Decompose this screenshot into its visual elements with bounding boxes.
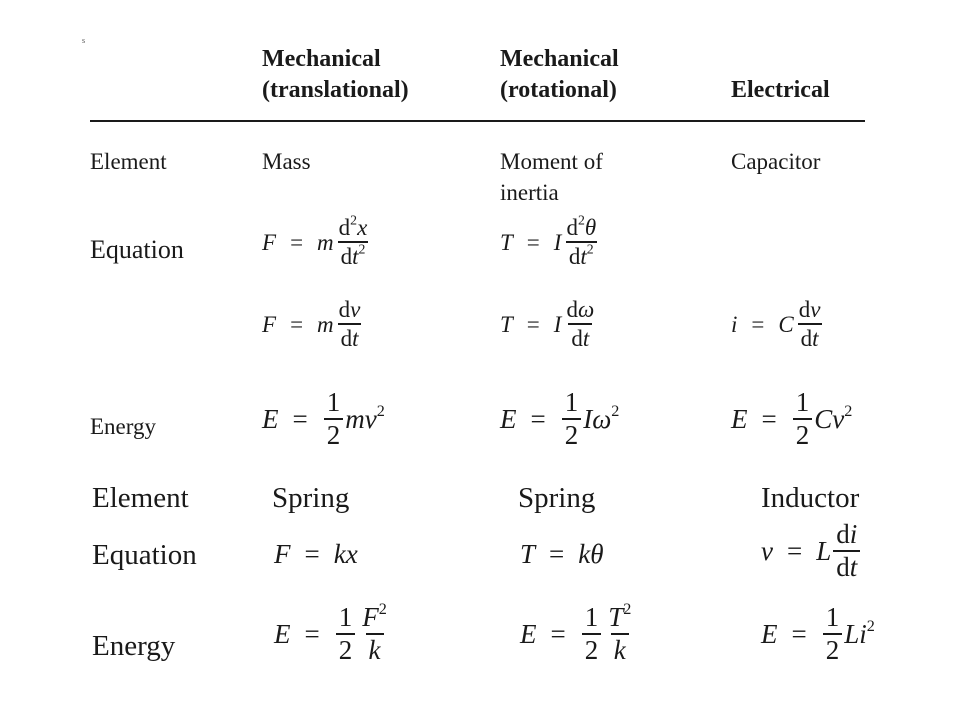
- page-mark: s: [82, 36, 86, 45]
- header-translational: [262, 44, 409, 106]
- equation-force-mass-second-derivative: F = m $\frac{d^2x}{dt^2}$: [262, 212, 368, 269]
- element-spring-rotational: Spring: [518, 482, 596, 514]
- header-rotational: [500, 44, 619, 106]
- label-energy: Energy: [90, 414, 157, 439]
- label-equation: Equation: [90, 235, 184, 264]
- equation-force-mass-velocity: F = m $\frac{dv}{dt}$: [262, 297, 361, 351]
- element-moment-of-inertia-line1: Moment of: [500, 149, 603, 174]
- equation-current-capacitor: i = C $\frac{dv}{dt}$: [731, 297, 821, 351]
- energy-inductor: E = $\frac{1}{2}$ Li$^2$: [761, 602, 875, 665]
- element-spring-translational: Spring: [272, 482, 350, 514]
- element-mass: Mass: [262, 149, 311, 174]
- element-moment-of-inertia-line2: inertia: [500, 180, 559, 205]
- header-rule: [90, 120, 865, 122]
- label-element: Element: [90, 149, 167, 174]
- energy-capacitor: E = $\frac{1}{2}$ Cv$^2$: [731, 387, 853, 450]
- equation-spring-torque: T = kθ: [520, 539, 604, 569]
- equation-inductor-voltage: v = L $\frac{di}{dt}$: [761, 521, 862, 581]
- equation-torque-inertia-angular: T = I $\frac{d\omega}{dt}$: [500, 297, 595, 351]
- label-element-2: Element: [92, 482, 189, 514]
- header-rotational-line1: Mechanical: [500, 46, 619, 72]
- energy-mass: E = $\frac{1}{2}$ $mv^2$: [262, 387, 385, 450]
- header-translational-line1: Mechanical: [262, 46, 381, 72]
- label-energy-2: Energy: [92, 630, 176, 662]
- equation-torque-inertia-second-derivative: T = I $\frac{d^2\theta}{dt^2}$: [500, 212, 597, 269]
- energy-inertia: E = $\frac{1}{2}$ $I\omega^2$: [500, 387, 620, 450]
- header-electrical: Electrical: [731, 77, 830, 103]
- element-inductor: Inductor: [761, 482, 860, 514]
- header-rotational-line2: (rotational): [500, 77, 617, 103]
- label-equation-2: Equation: [92, 539, 197, 571]
- element-moment-of-inertia: [500, 146, 603, 208]
- equation-spring-force: F = kx: [274, 539, 358, 569]
- element-capacitor: Capacitor: [731, 149, 821, 174]
- header-translational-line2: (translational): [262, 77, 409, 103]
- energy-spring-rotational: E = $\frac{1}{2}$ $\frac{T^2}{k}$: [520, 599, 632, 665]
- energy-spring-translational: E = $\frac{1}{2}$ $\frac{F^2}{k}$: [274, 599, 387, 665]
